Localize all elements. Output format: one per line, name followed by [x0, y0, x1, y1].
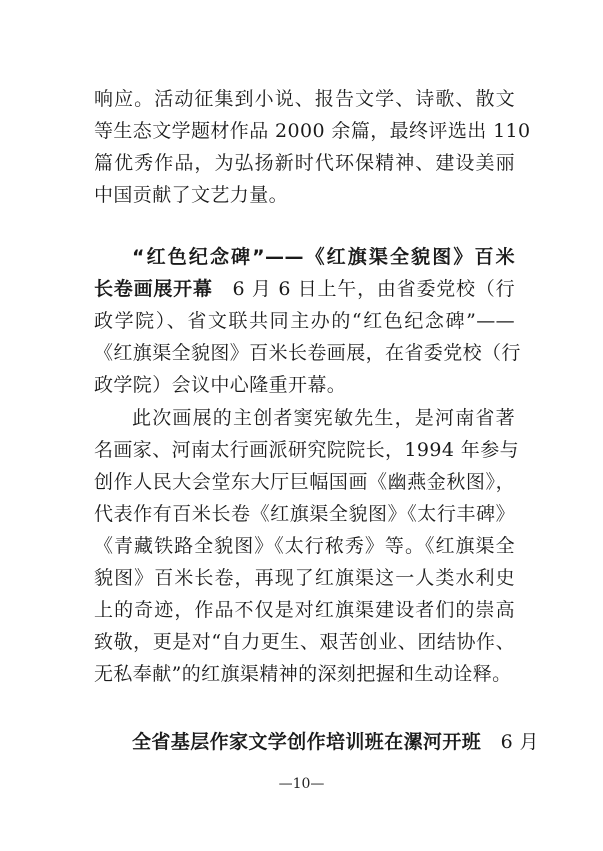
section-heading: “红色纪念碑”——《红旗渠全貌图》百米	[132, 246, 515, 268]
text-line: 上的奇迹，作品不仅是对红旗渠建设者们的崇高	[94, 599, 515, 621]
text-line: 响应。活动征集到小说、报告文学、诗歌、散文	[94, 88, 515, 110]
text-line: 篇优秀作品，为弘扬新时代环保精神、建设美丽	[94, 152, 515, 174]
page-number: —10—	[278, 776, 325, 792]
text-line: 创作人民大会堂东大厅巨幅国画《幽燕金秋图》，	[94, 471, 515, 493]
text-fragment: 6 月 6 日上午，由省委党校（行	[212, 278, 515, 300]
text-line: 《红旗渠全貌图》百米长卷画展，在省委党校（行	[94, 342, 521, 364]
text-line: 代表作有百米长卷《红旗渠全貌图》《太行丰碑》	[94, 503, 515, 525]
text-line: 等生态文学题材作品 2000 余篇，最终评选出 110	[94, 120, 531, 142]
text-line: 政学院）、省文联共同主办的“红色纪念碑”——	[94, 310, 515, 332]
text-fragment: 6 月	[481, 731, 539, 753]
text-line	[94, 273, 515, 305]
paragraph-artist	[94, 402, 519, 690]
text-line: 此次画展的主创者窦宪敏先生，是河南省著	[132, 407, 515, 429]
text-line	[94, 726, 539, 758]
text-line: 无私奉献”的红旗渠精神的深刻把握和生动诠释。	[94, 663, 512, 685]
paragraph-continuation	[94, 83, 531, 211]
section-heading: 全省基层作家文学创作培训班在漯河开班	[132, 731, 482, 753]
section-exhibition	[94, 241, 521, 401]
text-line: 名画家、河南太行画派研究院院长，1994 年参与	[94, 439, 519, 461]
text-line: 《青藏铁路全貌图》《太行秾秀》等。《红旗渠全	[94, 535, 515, 557]
section-training	[94, 726, 539, 758]
section-heading-continued: 长卷画展开幕	[94, 278, 213, 300]
text-line: 政学院）会议中心隆重开幕。	[94, 374, 347, 396]
text-line: 貌图》百米长卷，再现了红旗渠这一人类水利史	[94, 567, 515, 589]
text-line: 中国贡献了文艺力量。	[94, 184, 289, 206]
text-line: 致敬，更是对“自力更生、艰苦创业、团结协作、	[94, 631, 515, 653]
